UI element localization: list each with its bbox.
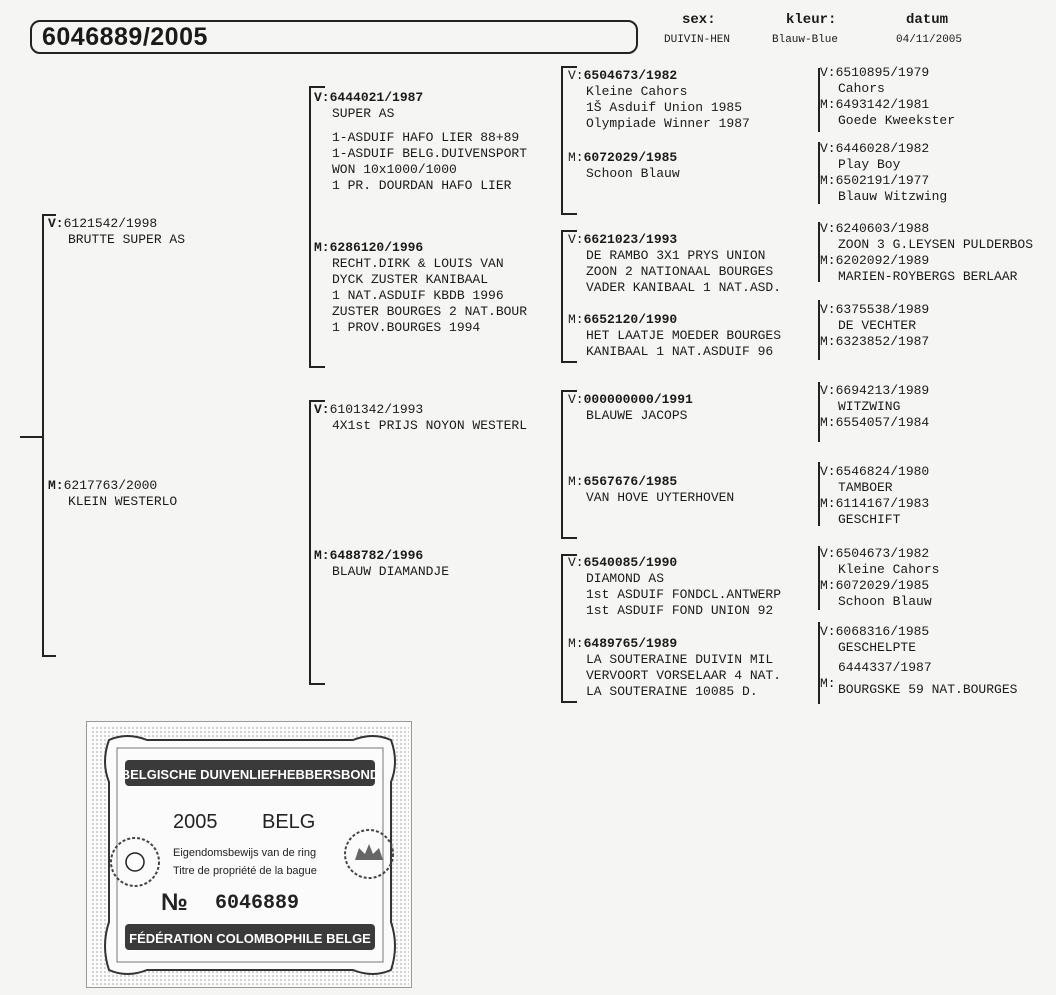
date-value: 04/11/2005: [896, 34, 963, 46]
g3-entry-1: [568, 68, 750, 132]
g2-1-line: 1-ASDUIF BELG.DUIVENSPORT: [332, 146, 528, 161]
card-country: BELG: [262, 811, 316, 833]
g2-1-line: WON 10x1000/1000: [332, 162, 457, 177]
date-label: datum: [906, 12, 949, 28]
color-label: kleur:: [786, 12, 837, 28]
ownership-card: [86, 721, 412, 988]
g2-tick-4: [309, 683, 325, 685]
g3-6-line: VAN HOVE UYTERHOVEN: [586, 490, 735, 505]
g4-8-dam-name: BOURGSKE 59 NAT.BOURGES: [838, 682, 1018, 697]
card-line-2: Titre de propriété de la bague: [173, 865, 317, 877]
g4-2-sire-name: Play Boy: [838, 157, 901, 172]
card-org-bottom: FÉDÉRATION COLOMBOPHILE BELGE: [129, 931, 371, 946]
g3-1-line: 1Š Asduif Union 1985: [586, 100, 743, 115]
g4-4-sire-name: DE VECHTER: [838, 318, 917, 333]
g3-1-ring: 6504673/1982: [583, 68, 678, 83]
g2-1-tag: V:: [314, 90, 330, 105]
g4-7-sire: V:6504673/1982: [820, 546, 930, 561]
g3-6-ring: 6567676/1985: [583, 474, 678, 489]
g4-4-sire: V:6375538/1989: [820, 302, 930, 317]
g3-3-line: VADER KANIBAAL 1 NAT.ASD.: [586, 280, 782, 295]
g4-pair-6: [820, 464, 929, 528]
g2-2-line: RECHT.DIRK & LOUIS VAN: [332, 256, 504, 271]
g1-sire-tag: V:: [48, 216, 64, 231]
g3-entry-7: [568, 555, 781, 619]
g1-bracket: [42, 214, 44, 656]
g3-6-tag: M:: [568, 474, 584, 489]
g2-entry-3: [314, 402, 527, 434]
g4-pair-7: [820, 546, 939, 610]
g4-8-dam: 6444337/1987: [838, 660, 932, 675]
g4-2-dam: M:6502191/1977: [820, 173, 930, 188]
g4-1-dam-name: Goede Kweekster: [838, 113, 956, 128]
g2-2-ring: 6286120/1996: [329, 240, 424, 255]
g1-dam-name: KLEIN WESTERLO: [68, 494, 178, 509]
g4-4-dam: M:6323852/1987: [820, 334, 930, 349]
g3-entry-4: [568, 312, 781, 360]
g3-bracket-1: [561, 66, 563, 214]
g2-4-line: BLAUW DIAMANDJE: [332, 564, 450, 579]
g1-dam-tag: M:: [48, 478, 64, 493]
g2-1-line: 1-ASDUIF HAFO LIER 88+89: [332, 130, 520, 145]
g2-3-ring: 6101342/1993: [329, 402, 424, 417]
g2-4-ring: 6488782/1996: [329, 548, 424, 563]
g3-2-tag: M:: [568, 150, 584, 165]
g3-7-line: 1st ASDUIF FOND UNION 92: [586, 603, 774, 618]
g2-entry-4: [314, 548, 449, 580]
g4-pair-1: [820, 65, 955, 129]
g3-3-line: ZOON 2 NATIONAAL BOURGES: [586, 264, 774, 279]
g4-6-sire-name: TAMBOER: [838, 480, 893, 495]
g4-6-dam-name: GESCHIFT: [838, 512, 901, 527]
g3-3-ring: 6621023/1993: [583, 232, 678, 247]
card-org-top: BELGISCHE DUIVENLIEFHEBBERSBOND: [120, 767, 380, 782]
pedigree-title: 6046889/2005: [42, 23, 208, 51]
g4-6-dam: M:6114167/1983: [820, 496, 930, 511]
g3-7-line: DIAMOND AS: [586, 571, 665, 586]
g4-8-sire-name: GESCHELPTE: [838, 640, 917, 655]
g1-sire-name: BRUTTE SUPER AS: [68, 232, 186, 247]
g3-5-tag: V:: [568, 392, 584, 407]
card-year: 2005: [173, 811, 218, 833]
g4-5-sire-name: WITZWING: [838, 399, 901, 414]
g2-tick-1: [309, 86, 325, 88]
g4-2-dam-name: Blauw Witzwing: [838, 189, 948, 204]
g3-entry-6: [568, 474, 734, 506]
g3-5-ring: 000000000/1991: [583, 392, 693, 407]
g3-8-ring: 6489765/1989: [583, 636, 678, 651]
g3-8-tag: M:: [568, 636, 584, 651]
card-text-layer: [87, 722, 413, 989]
g3-8-line: LA SOUTERAINE DUIVIN MIL: [586, 652, 774, 667]
g3-bracket-3: [561, 390, 563, 538]
g3-2-line: Schoon Blauw: [586, 166, 680, 181]
g4-pair-5: [820, 383, 929, 431]
g3-1-tag: V:: [568, 68, 584, 83]
g2-4-tag: M:: [314, 548, 330, 563]
g3-tick-1b: [561, 213, 577, 215]
g1-tick-bottom: [42, 655, 56, 657]
g3-tick-4b: [561, 701, 577, 703]
g3-entry-8: [568, 636, 781, 700]
g3-2-ring: 6072029/1985: [583, 150, 678, 165]
sex-label: sex:: [682, 12, 716, 28]
g4-3-sire-name: ZOON 3 G.LEYSEN PULDERBOS: [838, 237, 1034, 252]
g3-entry-3: [568, 232, 781, 296]
sex-value: DUIVIN-HEN: [664, 34, 731, 46]
g4-5-sire: V:6694213/1989: [820, 383, 930, 398]
g3-4-ring: 6652120/1990: [583, 312, 678, 327]
g3-bracket-4: [561, 554, 563, 702]
g4-8-sire: V:6068316/1985: [820, 624, 930, 639]
g3-4-tag: M:: [568, 312, 584, 327]
g3-bracket-2: [561, 230, 563, 362]
g4-5-dam: M:6554057/1984: [820, 415, 930, 430]
g2-2-line: 1 NAT.ASDUIF KBDB 1996: [332, 288, 504, 303]
card-line-1: Eigendomsbewijs van de ring: [173, 847, 317, 859]
g2-2-line: ZUSTER BOURGES 2 NAT.BOUR: [332, 304, 528, 319]
g3-7-tag: V:: [568, 555, 584, 570]
g2-1-line: 1 PR. DOURDAN HAFO LIER: [332, 178, 512, 193]
g2-2-line: 1 PROV.BOURGES 1994: [332, 320, 481, 335]
g1-dam: [48, 478, 177, 510]
g3-7-ring: 6540085/1990: [583, 555, 678, 570]
card-no-label: №: [161, 889, 188, 916]
g4-3-dam-name: MARIEN-ROYBERGS BERLAAR: [838, 269, 1018, 284]
g2-1-ring: 6444021/1987: [329, 90, 424, 105]
g3-4-line: KANIBAAL 1 NAT.ASDUIF 96: [586, 344, 774, 359]
g3-1-line: Olympiade Winner 1987: [586, 116, 750, 131]
g4-7-dam-name: Schoon Blauw: [838, 594, 932, 609]
g4-pair-4: [820, 302, 929, 350]
g3-7-line: 1st ASDUIF FONDCL.ANTWERP: [586, 587, 782, 602]
g4-7-sire-name: Kleine Cahors: [838, 562, 940, 577]
g3-4-line: HET LAATJE MOEDER BOURGES: [586, 328, 782, 343]
g4-pair-3: [820, 221, 1033, 285]
card-number: 6046889: [215, 892, 300, 915]
g4-2-sire: V:6446028/1982: [820, 141, 930, 156]
g3-entry-5: [568, 392, 693, 424]
g2-entry-2: [314, 240, 527, 336]
g3-8-line: VERVOORT VORSELAAR 4 NAT.: [586, 668, 782, 683]
g4-1-sire-name: Cahors: [838, 81, 885, 96]
g4-3-dam: M:6202092/1989: [820, 253, 930, 268]
g2-entry-1: [314, 90, 527, 194]
g4-8-dam-tag: M:: [820, 676, 836, 691]
g3-1-line: Kleine Cahors: [586, 84, 688, 99]
color-value: Blauw-Blue: [772, 34, 839, 46]
root-connector: [20, 436, 44, 438]
g1-dam-ring: 6217763/2000: [63, 478, 158, 493]
g2-tick-2: [309, 366, 325, 368]
g2-1-line: SUPER AS: [332, 106, 395, 121]
g3-tick-2b: [561, 361, 577, 363]
g4-pair-2: [820, 141, 947, 205]
g3-entry-2: [568, 150, 680, 182]
g3-tick-3b: [561, 537, 577, 539]
g2-2-line: DYCK ZUSTER KANIBAAL: [332, 272, 489, 287]
g3-8-line: LA SOUTERAINE 10085 D.: [586, 684, 758, 699]
g1-sire: [48, 216, 185, 248]
g3-3-tag: V:: [568, 232, 584, 247]
g3-3-line: DE RAMBO 3X1 PRYS UNION: [586, 248, 766, 263]
g4-6-sire: V:6546824/1980: [820, 464, 930, 479]
g2-bracket-top: [309, 86, 311, 366]
g1-sire-ring: 6121542/1998: [63, 216, 158, 231]
g4-1-dam: M:6493142/1981: [820, 97, 930, 112]
g4-3-sire: V:6240603/1988: [820, 221, 930, 236]
g3-5-line: BLAUWE JACOPS: [586, 408, 688, 423]
g2-bracket-bottom: [309, 400, 311, 684]
g2-2-tag: M:: [314, 240, 330, 255]
g2-3-tag: V:: [314, 402, 330, 417]
g4-7-dam: M:6072029/1985: [820, 578, 930, 593]
g4-1-sire: V:6510895/1979: [820, 65, 930, 80]
g2-3-line: 4X1st PRIJS NOYON WESTERL: [332, 418, 528, 433]
